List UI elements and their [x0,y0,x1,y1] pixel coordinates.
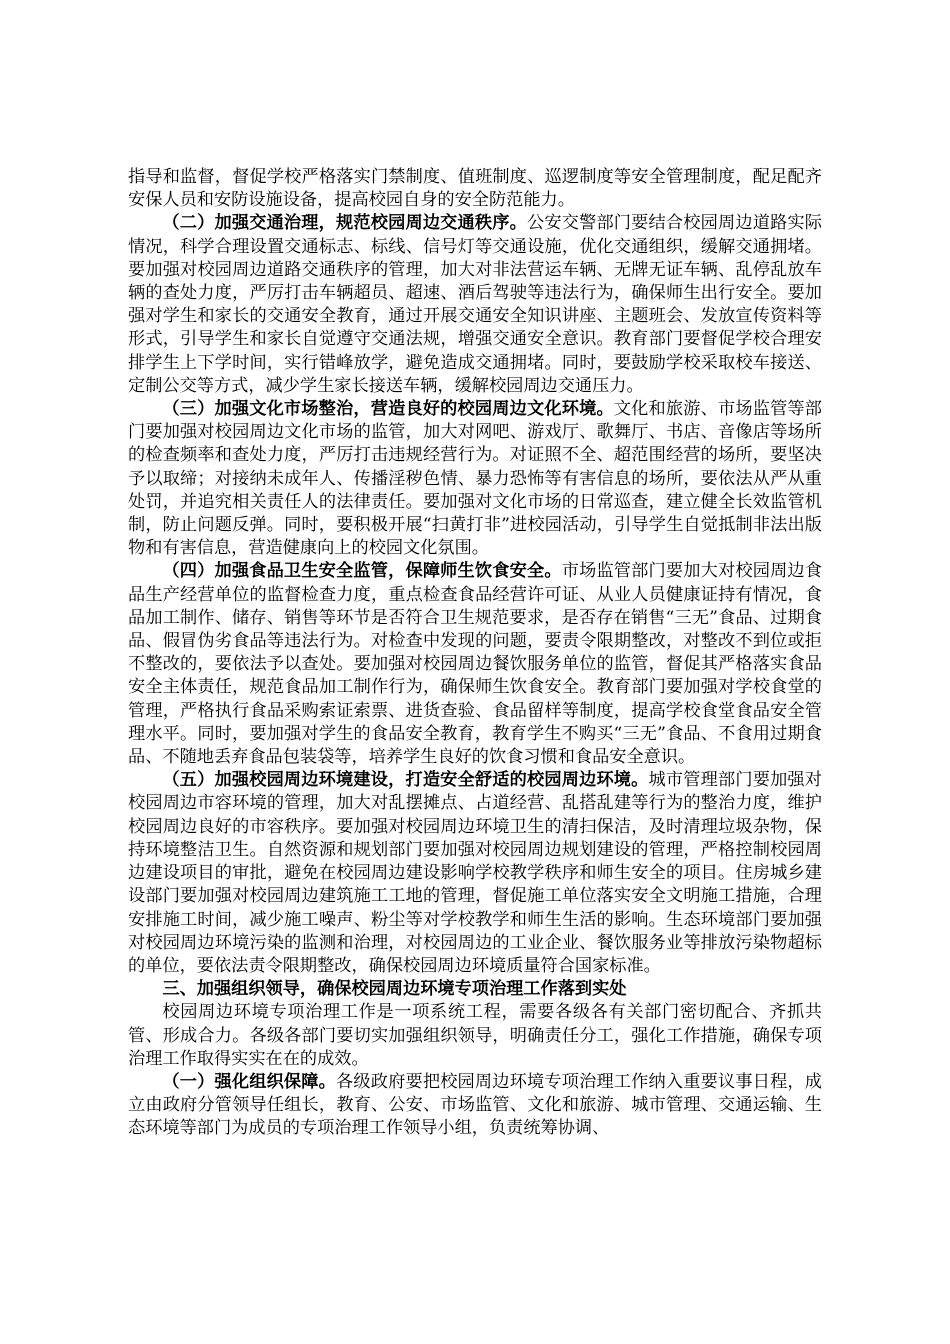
paragraph-text: 校园周边环境专项治理工作是一项系统工程，需要各级各有关部门密切配合、齐抓共管、形成合力。各级各部门要切实加强组织领导，明确责任分工，强化工作措施，确保专项治理工作取得实实在在的成效。 [128,1002,822,1069]
paragraph-organization [128,1071,822,1141]
paragraph-lead: （五）加强校园周边环境建设，打造安全舒适的校园周边环境。 [162,770,649,791]
paragraph-lead: （三）加强文化市场整治，营造良好的校园周边文化环境。 [162,399,614,420]
paragraph-environment [128,769,822,978]
document-body [128,166,822,1141]
paragraph-text: 各级政府要把校园周边环境专项治理工作纳入重要议事日程，成立由政府分管领导任组长，教育、公安、市场监管、文化和旅游、城市管理、交通运输、生态环境等部门为成员的专项治理工作领导小组，负责统筹协调、 [128,1071,822,1139]
section-heading [128,978,822,1001]
paragraph-lead: （一）强化组织保障。 [162,1071,337,1092]
paragraph-text: 市场监管部门要加大对校园周边食品生产经营单位的监督检查力度，重点检查食品经营许可证、从业人员健康证持有情况，食品加工制作、储存、销售等环节是否符合卫生规范要求，是否存在销售“三无”食品、过期食品、假冒伪劣食品等违法行为。对检查中发现的问题，要责令限期整改，对整改不到位或拒不整改的，要依法予以查处。要加强对校园周边餐饮服务单位的监管，督促其严格落实食品安全主体责任，规范食品加工制作行为，确保师生饮食安全。教育部门要加强对学校食堂的管理，严格执行食品采购索证索票、进货查验、食品留样等制度，提高学校食堂食品安全管理水平。同时，要加强对学生的食品安全教育，教育学生不购买“三无”食品、不食用过期食品、不随地丢弃食品包装袋等，培养学生良好的饮食习惯和食品安全意识。 [128,561,822,768]
paragraph-section-intro [128,1001,822,1071]
paragraph-traffic [128,212,822,398]
paragraph-text: 公安交警部门要结合校园周边道路实际情况，科学合理设置交通标志、标线、信号灯等交通设施，优化交通组织，缓解交通拥堵。要加强对校园周边道路交通秩序的管理，加大对非法营运车辆、无牌无证车辆、乱停乱放车辆的查处力度，严厉打击车辆超员、超速、酒后驾驶等违法行为，确保师生出行安全。要加强对学生和家长的交通安全教育，通过开展交通安全知识讲座、主题班会、发放宣传资料等形式，引导学生和家长自觉遵守交通法规，增强交通安全意识。教育部门要督促学校合理安排学生上下学时间，实行错峰放学，避免造成交通拥堵。同时，要鼓励学校采取校车接送、定制公交等方式，减少学生家长接送车辆，缓解校园周边交通压力。 [128,213,822,396]
paragraph-lead: （四）加强食品卫生安全监管，保障师生饮食安全。 [162,561,562,582]
section-heading-text: 三、加强组织领导，确保校园周边环境专项治理工作落到实处 [162,979,627,1000]
paragraph-text: 城市管理部门要加强对校园周边市容环境的管理，加大对乱摆摊点、占道经营、乱搭乱建等行为的整治力度，维护校园周边良好的市容秩序。要加强对校园周边环境卫生的清扫保洁，及时清理垃圾杂物，保持环境整洁卫生。自然资源和规划部门要加强对校园周边规划建设的管理，严格控制校园周边建设项目的审批，避免在校园周边建设影响学校教学秩序和师生安全的项目。住房城乡建设部门要加强对校园周边建筑施工工地的管理，督促施工单位落实安全文明施工措施，合理安排施工时间，减少施工噪声、粉尘等对学校教学和师生生活的影响。生态环境部门要加强对校园周边环境污染的监测和治理，对校园周边的工业企业、餐饮服务业等排放污染物超标的单位，要依法责令限期整改，确保校园周边环境质量符合国家标准。 [128,770,822,976]
paragraph-continuation [128,166,822,212]
paragraph-text: 指导和监督，督促学校严格落实门禁制度、值班制度、巡逻制度等安全管理制度，配足配齐安保人员和安防设施设备，提高校园自身的安全防范能力。 [128,167,822,211]
paragraph-food-safety [128,560,822,769]
paragraph-text: 文化和旅游、市场监管等部门要加强对校园周边文化市场的监管，加大对网吧、游戏厅、歌舞厅、书店、音像店等场所的检查频率和查处力度，严厉打击违规经营行为。对证照不全、超范围经营的场所，要坚决予以取缔；对接纳未成年人、传播淫秽色情、暴力恐怖等有害信息的场所，要依法从严从重处罚，并追究相关责任人的法律责任。要加强对文化市场的日常巡查，建立健全长效监管机制，防止问题反弹。同时，要积极开展“扫黄打非”进校园活动，引导学生自觉抵制非法出版物和有害信息，营造健康向上的校园文化氛围。 [128,399,822,559]
paragraph-lead: （二）加强交通治理，规范校园周边交通秩序。 [162,213,527,234]
paragraph-culture-market [128,398,822,560]
